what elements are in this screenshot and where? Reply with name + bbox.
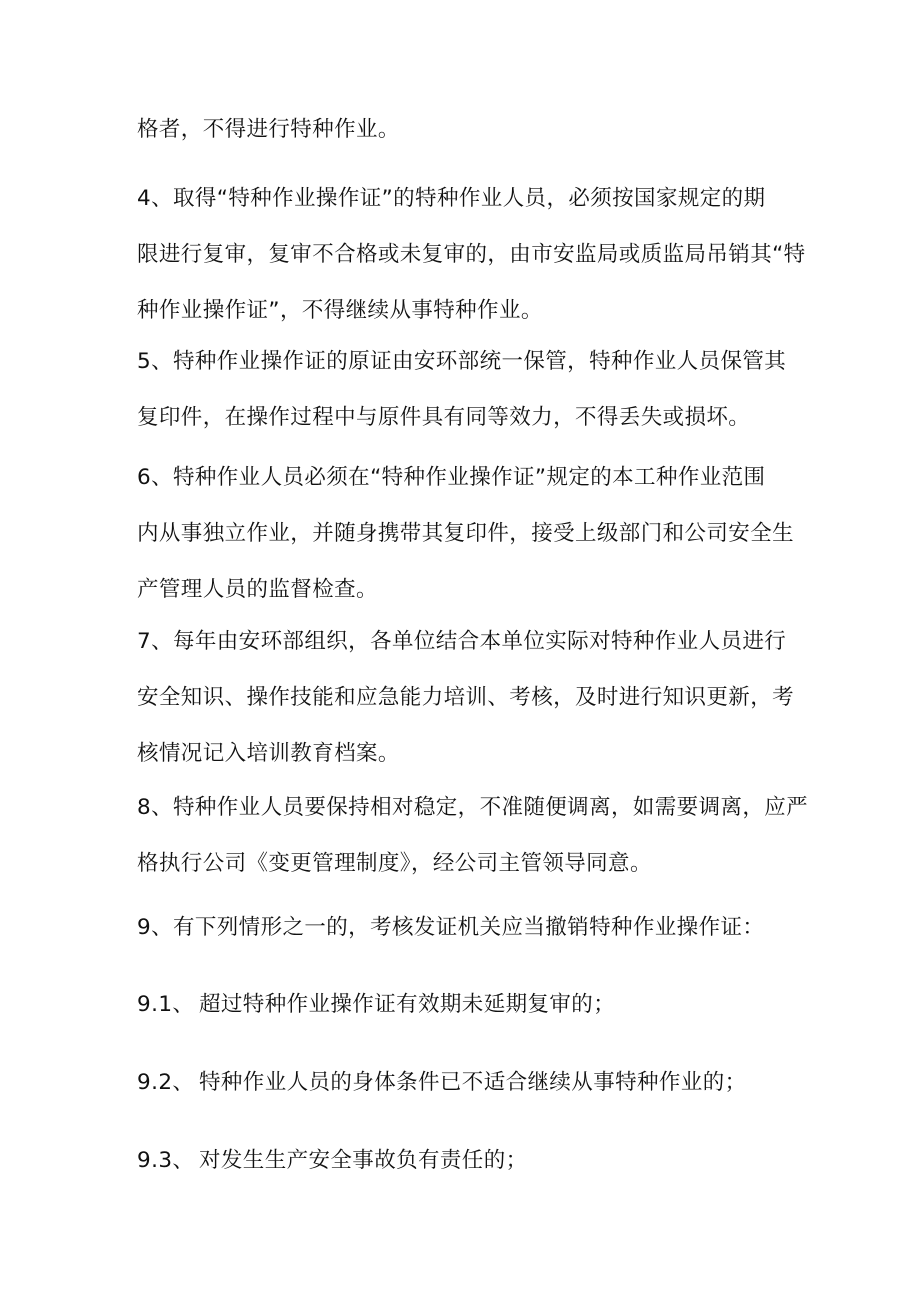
text-line: 种作业操作证”，不得继续从事特种作业。 bbox=[137, 298, 543, 323]
text-line: 8、特种作业人员要保持相对稳定，不准随便调离，如需要调离，应严 bbox=[137, 795, 809, 820]
paragraph-continuation bbox=[137, 102, 783, 158]
subitem-number: 9.2、 bbox=[137, 1070, 195, 1095]
text-line: 6、特种作业人员必须在“特种作业操作证”规定的本工种作业范围 bbox=[137, 465, 766, 490]
paragraph-item-5 bbox=[137, 334, 787, 446]
text-line: 限进行复审，复审不合格或未复审的，由市安监局或质监局吊销其“特 bbox=[137, 242, 806, 267]
text-line: 4、取得“特种作业操作证”的特种作业人员，必须按国家规定的期 bbox=[137, 186, 766, 211]
text-line: 7、每年由安环部组织，各单位结合本单位实际对特种作业人员进行 bbox=[137, 629, 787, 654]
paragraph-item-9 bbox=[137, 900, 783, 956]
paragraph-item-7 bbox=[137, 614, 795, 782]
subitem-9-3 bbox=[137, 1133, 783, 1189]
subitem-text: 对发生生产安全事故负有责任的； bbox=[199, 1148, 528, 1173]
subitem-text: 超过特种作业操作证有效期未延期复审的； bbox=[199, 992, 616, 1017]
text-line: 内从事独立作业，并随身携带其复印件，接受上级部门和公司安全生 bbox=[137, 521, 795, 546]
text-line: 格执行公司《变更管理制度》，经公司主管领导同意。 bbox=[137, 851, 652, 876]
subitem-text: 特种作业人员的身体条件已不适合继续从事特种作业的； bbox=[199, 1070, 747, 1095]
text-line: 复印件，在操作过程中与原件具有同等效力，不得丢失或损坏。 bbox=[137, 405, 751, 430]
subitem-9-1 bbox=[137, 977, 783, 1033]
paragraph-item-8 bbox=[137, 780, 809, 892]
text-line: 9、有下列情形之一的，考核发证机关应当撤销特种作业操作证： bbox=[137, 915, 765, 940]
subitem-9-2 bbox=[137, 1055, 783, 1111]
text-line: 安全知识、操作技能和应急能力培训、考核，及时进行知识更新，考 bbox=[137, 685, 795, 710]
text-line: 格者，不得进行特种作业。 bbox=[137, 117, 400, 142]
paragraph-item-4 bbox=[137, 171, 806, 339]
text-line: 产管理人员的监督检查。 bbox=[137, 577, 378, 602]
text-line: 5、特种作业操作证的原证由安环部统一保管，特种作业人员保管其 bbox=[137, 349, 787, 374]
subitem-number: 9.3、 bbox=[137, 1148, 195, 1173]
text-line: 核情况记入培训教育档案。 bbox=[137, 741, 400, 766]
subitem-number: 9.1、 bbox=[137, 992, 195, 1017]
paragraph-item-6 bbox=[137, 450, 795, 618]
